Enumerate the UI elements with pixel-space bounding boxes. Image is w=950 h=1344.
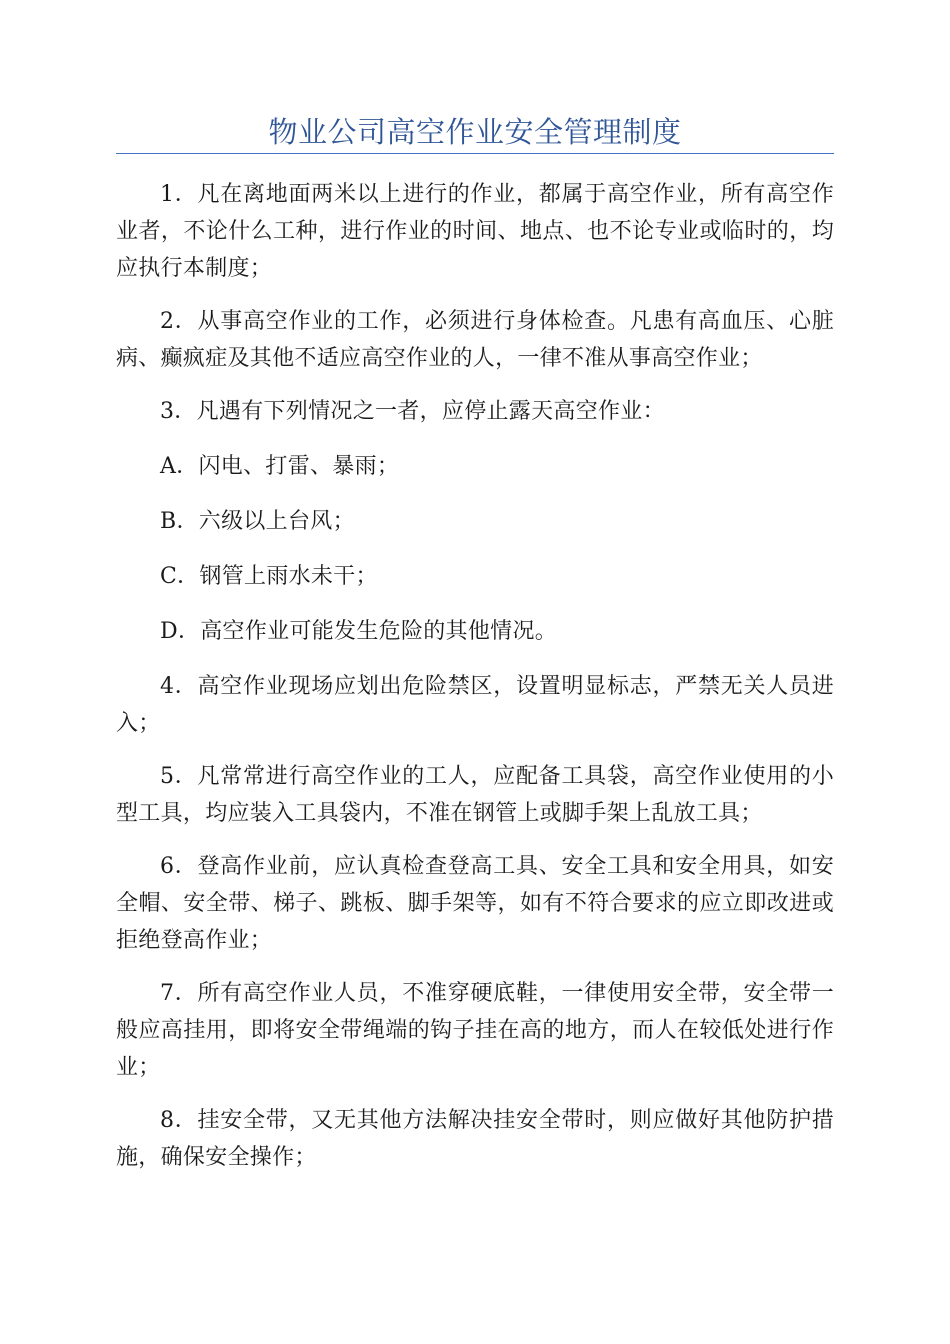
- paragraph-3: 3．凡遇有下列情况之一者，应停止露天高空作业：: [160, 399, 665, 424]
- paragraph-8: 8．挂安全带，又无其他方法解决挂安全带时，则应做好其他防护措施，确保安全操作；: [116, 1108, 834, 1170]
- paragraph-7: 7．所有高空作业人员，不准穿硬底鞋，一律使用安全带，安全带一般应高挂用，即将安全带绳端的钩子挂在高的地方，而人在较低处进行作业；: [116, 981, 834, 1080]
- list-item-a: A．闪电、打雷、暴雨；: [160, 454, 400, 479]
- document-title: 物业公司高空作业安全管理制度: [268, 115, 682, 149]
- paragraph-4: 4．高空作业现场应划出危险禁区，设置明显标志，严禁无关人员进入；: [116, 674, 834, 736]
- paragraph-2: 2．从事高空作业的工作，必须进行身体检查。凡患有高血压、心脏病、癫疯症及其他不适应高空作业的人，一律不准从事高空作业；: [116, 309, 834, 371]
- title-underline: [116, 153, 834, 154]
- paragraph-5: 5．凡常常进行高空作业的工人，应配备工具袋，高空作业使用的小型工具，均应装入工具袋内，不准在钢管上或脚手架上乱放工具；: [116, 764, 834, 826]
- paragraph-6: 6．登高作业前，应认真检查登高工具、安全工具和安全用具，如安全帽、安全带、梯子、跳板、脚手架等，如有不符合要求的应立即改进或拒绝登高作业；: [116, 854, 834, 953]
- paragraph-1: 1．凡在离地面两米以上进行的作业，都属于高空作业，所有高空作业者，不论什么工种，进行作业的时间、地点、也不论专业或临时的，均应执行本制度；: [116, 182, 834, 281]
- list-item-b: B．六级以上台风；: [160, 509, 355, 534]
- list-item-c: C．钢管上雨水未干；: [160, 564, 378, 589]
- list-item-d: D．高空作业可能发生危险的其他情况。: [160, 619, 558, 644]
- document-body: [116, 176, 834, 1192]
